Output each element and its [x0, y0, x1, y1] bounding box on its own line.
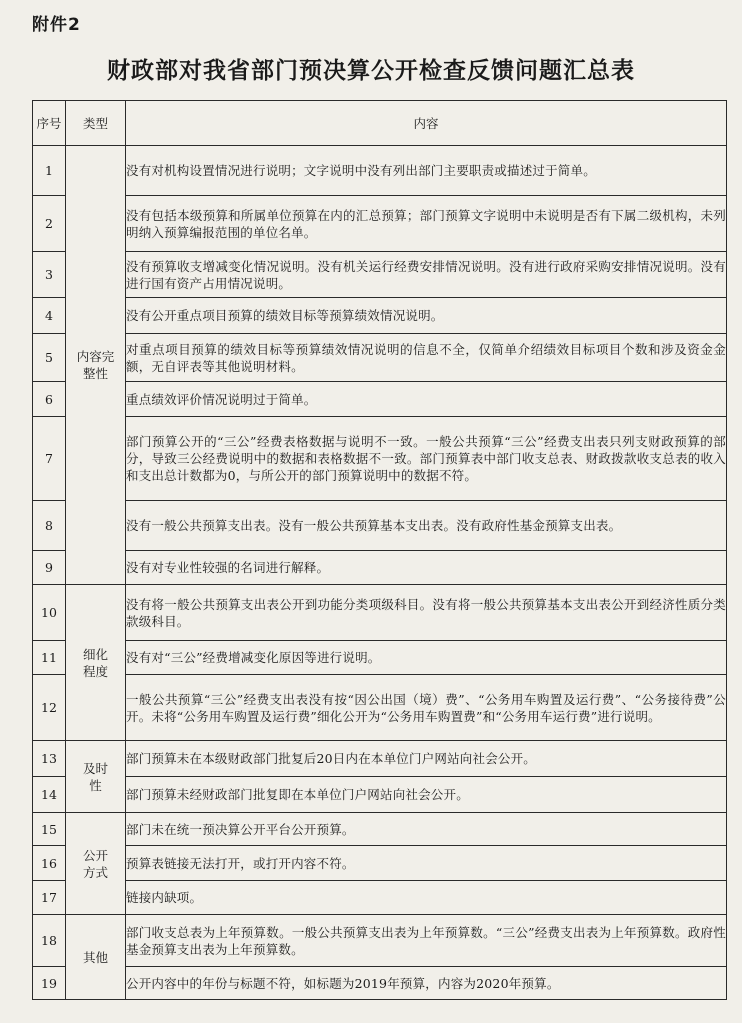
category-label: 整性 [82, 366, 108, 381]
column-header-type: 类型 [66, 101, 126, 146]
category-label: 其他 [82, 949, 108, 965]
category-label: 程度 [82, 663, 108, 679]
row-number: 9 [33, 551, 66, 585]
issue-content: 没有对专业性较强的名词进行解释。 [126, 551, 727, 585]
category-label: 公开 [82, 847, 108, 863]
category-label: 性 [89, 777, 102, 793]
category-label: 内容完 [76, 349, 115, 364]
row-number: 8 [33, 501, 66, 551]
page-title: 财政部对我省部门预决算公开检查反馈问题汇总表 [107, 57, 635, 84]
column-header-no: 序号 [33, 101, 66, 146]
row-number: 11 [33, 641, 66, 675]
issue-content: 没有对机构设置情况进行说明；文字说明中没有列出部门主要职责或描述过于简单。 [126, 146, 727, 196]
column-header-content: 内容 [126, 101, 727, 146]
table-row [33, 551, 727, 585]
table-row [33, 675, 727, 741]
row-number: 19 [33, 967, 66, 1000]
issue-content: 没有将一般公共预算支出表公开到功能分类项级科目。没有将一般公共预算基本支出表公开到经济性质分类款级科目。 [126, 585, 727, 641]
row-number: 7 [33, 417, 66, 501]
category-label: 方式 [82, 864, 108, 880]
row-number: 5 [33, 334, 66, 382]
category-label: 及时 [82, 760, 108, 776]
table-row [33, 813, 727, 846]
row-number: 15 [33, 813, 66, 846]
table-header-row [33, 101, 727, 146]
table-row [33, 967, 727, 1000]
attachment-label: 附件2 [32, 15, 81, 35]
row-number: 2 [33, 196, 66, 252]
table-row [33, 382, 727, 417]
table-row [33, 417, 727, 501]
row-number: 17 [33, 881, 66, 915]
issue-content: 公开内容中的年份与标题不符，如标题为2019年预算，内容为2020年预算。 [126, 967, 727, 1000]
row-number: 10 [33, 585, 66, 641]
issues-table [32, 100, 727, 1000]
issue-content: 没有公开重点项目预算的绩效目标等预算绩效情况说明。 [126, 298, 727, 334]
row-number: 18 [33, 915, 66, 967]
issue-content: 没有预算收支增减变化情况说明。没有机关运行经费安排情况说明。没有进行政府采购安排情况说明。没有进行国有资产占用情况说明。 [126, 252, 727, 298]
issue-content: 没有对“三公”经费增减变化原因等进行说明。 [126, 641, 727, 675]
table-row [33, 146, 727, 196]
category-cell [66, 813, 126, 915]
category-cell [66, 146, 126, 585]
issue-content: 重点绩效评价情况说明过于简单。 [126, 382, 727, 417]
table-row [33, 252, 727, 298]
table-row [33, 501, 727, 551]
category-cell [66, 741, 126, 813]
issue-content: 部门预算未在本级财政部门批复后20日内在本单位门户网站向社会公开。 [126, 741, 727, 777]
table-row [33, 641, 727, 675]
issue-content: 链接内缺项。 [126, 881, 727, 915]
issue-content: 对重点项目预算的绩效目标等预算绩效情况说明的信息不全，仅简单介绍绩效目标项目个数和涉及资金金额，无自评表等其他说明材料。 [126, 334, 727, 382]
row-number: 1 [33, 146, 66, 196]
issue-content: 部门收支总表为上年预算数。一般公共预算支出表为上年预算数。“三公”经费支出表为上年预算数。政府性基金预算支出表为上年预算数。 [126, 915, 727, 967]
row-number: 4 [33, 298, 66, 334]
table-row [33, 298, 727, 334]
issue-content: 部门未在统一预决算公开平台公开预算。 [126, 813, 727, 846]
category-label: 细化 [82, 646, 108, 662]
issue-content: 没有包括本级预算和所属单位预算在内的汇总预算；部门预算文字说明中未说明是否有下属二级机构，未列明纳入预算编报范围的单位名单。 [126, 196, 727, 252]
row-number: 16 [33, 846, 66, 881]
category-cell [66, 915, 126, 1000]
table-row [33, 777, 727, 813]
row-number: 14 [33, 777, 66, 813]
table-row [33, 196, 727, 252]
issue-content: 没有一般公共预算支出表。没有一般公共预算基本支出表。没有政府性基金预算支出表。 [126, 501, 727, 551]
issue-content: 部门预算未经财政部门批复即在本单位门户网站向社会公开。 [126, 777, 727, 813]
row-number: 6 [33, 382, 66, 417]
issue-content: 一般公共预算“三公”经费支出表没有按“因公出国（境）费”、“公务用车购置及运行费”、“公务接待费”公开。未将“公务用车购置及运行费”细化公开为“公务用车购置费”和“公务用车运行费”进行说明。 [126, 675, 727, 741]
table-row [33, 741, 727, 777]
table-row [33, 334, 727, 382]
row-number: 13 [33, 741, 66, 777]
row-number: 12 [33, 675, 66, 741]
table-row [33, 585, 727, 641]
row-number: 3 [33, 252, 66, 298]
issue-content: 预算表链接无法打开，或打开内容不符。 [126, 846, 727, 881]
category-cell [66, 585, 126, 741]
table-row [33, 881, 727, 915]
table-row [33, 846, 727, 881]
table-row [33, 915, 727, 967]
issue-content: 部门预算公开的“三公”经费表格数据与说明不一致。一般公共预算“三公”经费支出表只列支财政预算的部分，导致三公经费说明中的数据和表格数据不一致。部门预算表中部门收支总表、财政拨款收支总表的收入和支出总计数都为0，与所公开的部门预算说明中的数据不符。 [126, 417, 727, 501]
